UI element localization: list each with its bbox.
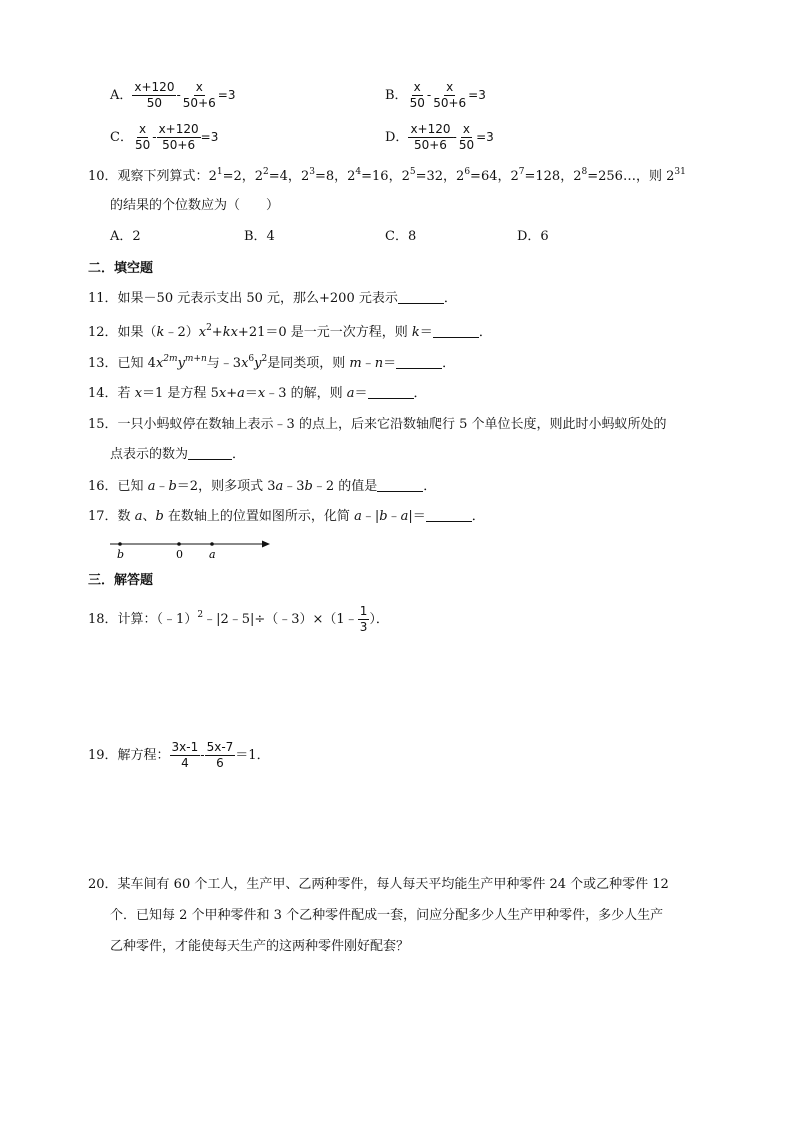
q15-line1: 15．一只小蚂蚁停在数轴上表示﹣3 的点上，后来它沿数轴爬行 5 个单位长度，则此时小蚂蚁所处的	[88, 417, 667, 432]
fraction: $\frac{x+120}{50}$	[134, 80, 175, 110]
fraction: $\frac{3x-1}{4}$	[171, 740, 199, 770]
fraction: $\frac{x}{50}$	[458, 122, 475, 152]
section-title-answer: 三．解答题	[88, 573, 154, 588]
q13: 13．已知 $4x^{2m}y^{m+n}$与$﹣3x^6y^2$是同类项，则 m﹣n＝ ．	[88, 354, 456, 371]
q20-line2: 个．已知每 2 个甲种零件和 3 个乙种零件配成一套，问应分配多少人生产甲种零件，多少人生产	[110, 908, 664, 923]
label-b: b	[117, 548, 125, 561]
q9-option-c: C． $\frac{x}{50}$ - $\frac{x+120}{50+6}$ =3	[110, 122, 219, 152]
label-0: 0	[176, 548, 183, 561]
section-title-fill-in: 二．填空题	[88, 261, 154, 276]
q20-line1: 20．某车间有 60 个工人，生产甲、乙两种零件，每人每天平均能生产甲种零件 24 个或乙种零件 12	[88, 877, 669, 892]
fraction: $\frac{x}{50+6}$	[433, 80, 467, 110]
fraction: $\frac{x}{50}$	[134, 122, 151, 152]
fraction: $\frac{x+120}{50+6}$	[158, 122, 199, 152]
q9-option-a: A． $\frac{x+120}{50}$ - $\frac{x}{50+6}$ =3	[110, 80, 236, 110]
answer-blank	[188, 447, 232, 460]
q10-option-b: B．4	[244, 229, 275, 244]
power-1: $2^1=2$，	[208, 167, 255, 184]
q12: 12．如果$(k﹣2)x^2+kx+21=0$ 是一元一次方程，则 k＝ ．	[88, 323, 492, 340]
q10-line1: 10．观察下列算式：$2^1=2$，$2^2=4$，$2^3=8$，$2^4=16$，$2^5=32$，$2^6=64$，$2^7=128$，$2^8=256\dots$，则 $2^{31}$	[88, 167, 686, 184]
power-3: $2^3=8$，	[300, 167, 348, 184]
answer-blank	[377, 479, 423, 492]
power-5: $2^5=32$，	[401, 167, 457, 184]
q16: 16．已知 a﹣b＝2，则多项式 3a﹣3b﹣2 的值是 ．	[88, 479, 437, 494]
power-4: $2^4=16$，	[347, 167, 402, 184]
power-31: $2^{31}$	[666, 167, 686, 184]
q11: 11．如果－50 元表示支出 50 元，那么+200 元表示 ．	[88, 291, 457, 306]
q19: 19．解方程： $\frac{3x-1}{4}$ - $\frac{5x-7}{6}$ ＝1．	[88, 740, 270, 770]
fraction: $\frac{x+120}{50+6}$	[410, 122, 451, 152]
answer-blank	[368, 386, 414, 399]
q9-option-b: B． $\frac{x}{50}$ - $\frac{x}{50+6}$ =3	[385, 80, 486, 110]
point-0	[177, 542, 181, 546]
fraction: $\frac{5x-7}{6}$	[206, 740, 234, 770]
answer-blank	[398, 291, 444, 304]
q18: 18．计算：（﹣1）$^2$﹣|2﹣5|÷（﹣3）×（1﹣ $\frac{1}{3}$ ）．	[88, 604, 389, 634]
q10-option-c: C．8	[385, 229, 417, 244]
answer-blank	[396, 356, 442, 369]
arrow-right-icon	[262, 541, 270, 548]
power-7: $2^7=128$，	[510, 167, 574, 184]
q14: 14．若 x＝1 是方程 5x+a＝x﹣3 的解，则 a＝ ．	[88, 386, 427, 401]
label-a: a	[209, 548, 216, 561]
point-b	[118, 542, 122, 546]
answer-blank	[433, 325, 479, 338]
fraction: $\frac{1}{3}$	[359, 604, 368, 634]
q20-line3: 乙种零件，才能使每天生产的这两种零件刚好配套？	[110, 939, 410, 954]
point-a	[210, 542, 214, 546]
power-6: $2^6=64$，	[456, 167, 511, 184]
q10-option-d: D．6	[517, 229, 549, 244]
fraction: $\frac{x}{50}$	[409, 80, 425, 110]
q9-option-d: D． $\frac{x+120}{50+6}$ - $\frac{x}{50}$ =3	[385, 122, 494, 152]
q10-line2: 的结果的个位数应为（ ）	[110, 198, 280, 213]
power-8: $2^8=256\dots$，则	[573, 167, 667, 184]
power-2: $2^2=4$，	[254, 167, 301, 184]
q15-line2: 点表示的数为 ．	[110, 447, 246, 462]
q10-option-a: A．2	[110, 229, 141, 244]
fraction: $\frac{x}{50+6}$	[182, 80, 216, 110]
number-line	[108, 536, 278, 562]
answer-blank	[426, 509, 472, 522]
q17: 17．数 a、b 在数轴上的位置如图所示，化简 a﹣|b﹣a|＝ ．	[88, 509, 485, 524]
